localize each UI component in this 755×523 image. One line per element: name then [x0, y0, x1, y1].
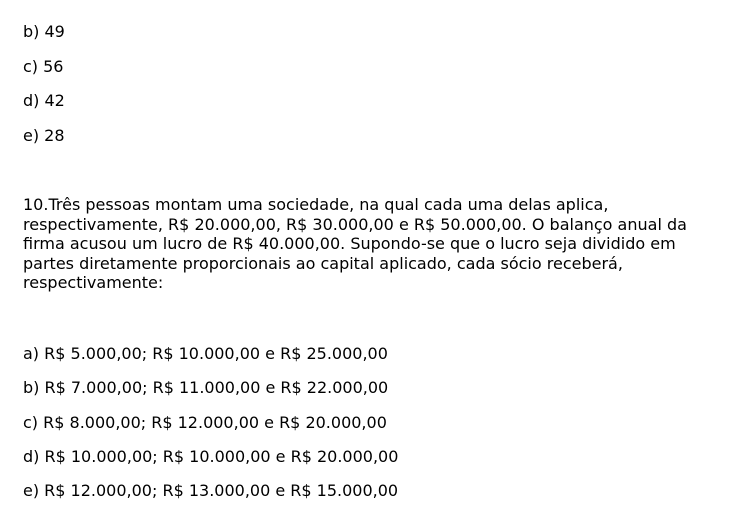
prev-option-e: e) 28: [23, 126, 65, 145]
question-10-text: 10.Três pessoas montam uma sociedade, na qual cada uma delas aplica, respectivamente, R$ 20.000,00, R$ 30.000,00 e R$ 50.000,00. O balanço anual da firma acusou um lucro de R$ 40.000,00. Supondo-se que o lucro seja dividido em partes diretamente proporcionais ao capital aplicado, cada sócio receberá, respectivamente:: [23, 195, 687, 292]
answer-option-c: c) R$ 8.000,00; R$ 12.000,00 e R$ 20.000,00: [23, 413, 387, 432]
answer-option-a: a) R$ 5.000,00; R$ 10.000,00 e R$ 25.000,00: [23, 344, 388, 363]
prev-option-d: d) 42: [23, 91, 65, 110]
answer-option-e: e) R$ 12.000,00; R$ 13.000,00 e R$ 15.000,00: [23, 481, 399, 500]
answer-option-b: b) R$ 7.000,00; R$ 11.000,00 e R$ 22.000,00: [23, 378, 389, 397]
prev-option-c: c) 56: [23, 57, 64, 76]
answer-option-d: d) R$ 10.000,00; R$ 10.000,00 e R$ 20.000,00: [23, 447, 399, 466]
prev-option-b: b) 49: [23, 22, 65, 41]
